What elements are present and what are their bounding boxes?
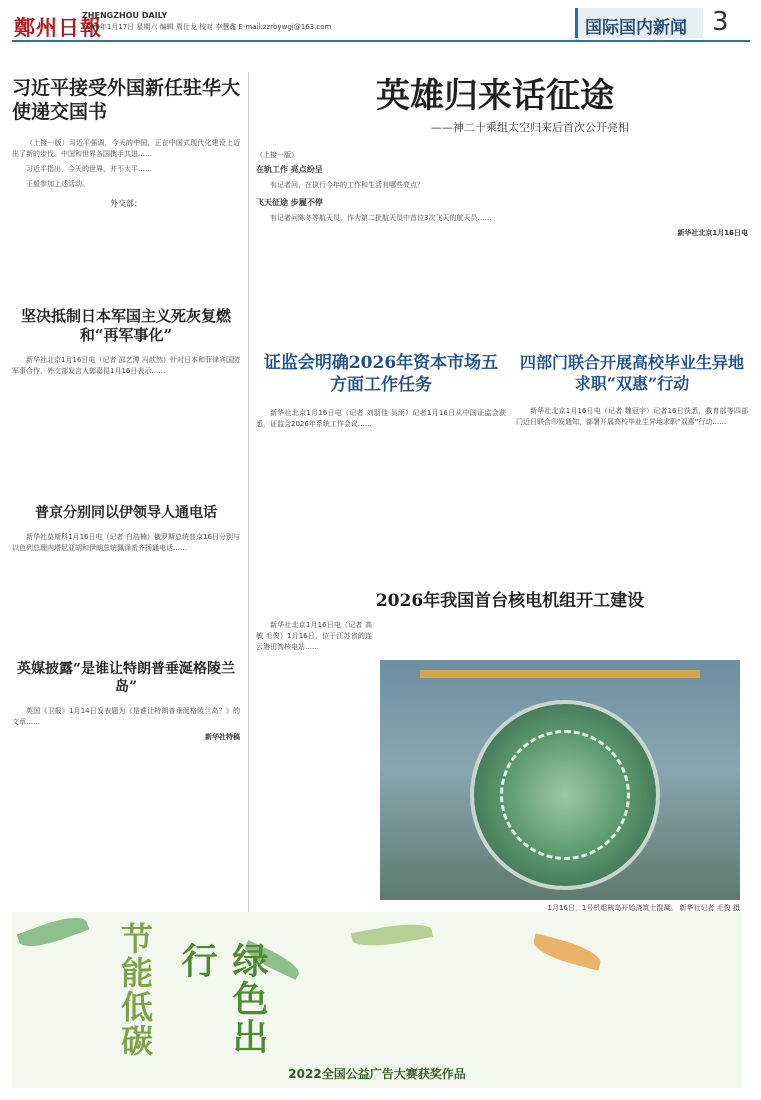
column-divider [248, 72, 249, 912]
main-lead: （上接一版） [256, 151, 298, 159]
headline-putin: 普京分别同以伊领导人通电话 [35, 505, 217, 521]
body-xi-2: 习近平指出，今天的世界，并不太平…… [26, 165, 152, 173]
headline-nuclear: 2026年我国首台核电机组开工建设 [375, 591, 645, 611]
body-csrc: 新华社北京1月16日电（记者 刘羽佳 吴雨）记者1月16日从中国证监会获悉，证监会2026年系统工作会议…… [256, 409, 506, 428]
body-xi: （上接一版）习近平强调，今天的中国，正在中国式现代化建设上迈出了新的步伐。中国和世界各国携手共进…… [12, 139, 240, 158]
headline-main: 英雄归来话征途 [376, 76, 614, 116]
reactor-caption: 1月16日，1号机组核岛开始浇筑土混凝。 新华社记者 毛俊 摄 [547, 904, 740, 912]
main-credit: 新华社北京1月16日电 [677, 229, 748, 237]
headline-greenland: 英媒披露“是谁让特朗普垂涎格陵兰岛” [16, 661, 236, 695]
article-xi [12, 76, 240, 210]
main-subhead-2: 飞天征途 步履不停 [256, 198, 323, 207]
main-body-2: 有记者问陈冬等航天员，作为第二批航天员中首位3次飞天的航天员…… [270, 214, 492, 222]
headline-japan: 坚决抵制日本军国主义死灰复燃和“再军事化” [20, 307, 231, 344]
ad-footer: 2022全国公益广告大赛获奖作品 [288, 1067, 466, 1081]
article-putin [12, 504, 240, 554]
subheadline-main: ——神二十乘组太空归来后首次公开亮相 [431, 121, 629, 134]
article-nuclear [256, 620, 372, 653]
crane-shape [420, 670, 700, 678]
ad-slogan-2: 绿色出行 [176, 942, 269, 1056]
article-jobs [516, 352, 748, 428]
body-japan: 新华社北京1月16日电（记者 邵艺博 冯歆然）针对日本和菲律宾国防军事合作，外交部发言人郭嘉昆1月16日表示…… [12, 356, 240, 375]
mfa-label: 外交部： [110, 199, 142, 208]
credit-greenland: 新华社特稿 [205, 733, 240, 741]
body-putin: 新华社莫斯科1月16日电（记者 白浩楠）俄罗斯总统普京16日分别与以色列总理内塔尼亚胡和伊朗总统佩泽希齐扬通电话…… [12, 533, 240, 552]
section-title: 国际国内新闻 [585, 18, 687, 38]
header-rule [12, 40, 750, 42]
dateline: 2026年1月17日 星期六 编辑 周仕龙 校对 李慧鑫 E-mail:zzrbywgj@163.com [82, 23, 332, 31]
article-main [256, 150, 748, 238]
reactor-ring-shape [500, 730, 630, 860]
body-greenland: 英国《卫报》1月14日发表题为《是谁让特朗普垂涎格陵兰岛？》的文章…… [12, 707, 240, 726]
page-header [0, 0, 761, 62]
body-xi-3: 王毅参加上述活动。 [26, 180, 89, 188]
headline-jobs: 四部门联合开展高校毕业生异地求职“双惠”行动 [519, 353, 744, 393]
ad-slogan-1: 节能低碳 [116, 922, 154, 1058]
page-number: 3 [712, 7, 729, 37]
main-subhead-1: 在轨工作 亮点纷呈 [256, 165, 323, 174]
article-csrc [256, 352, 506, 430]
body-jobs: 新华社北京1月16日电（记者 魏冠宇）记者16日获悉，教育部等四部门近日联合印发通知，部署开展高校毕业生异地求职“双惠”行动…… [516, 407, 748, 426]
article-greenland [12, 660, 240, 742]
reactor-photo [380, 660, 740, 900]
article-japan [12, 307, 240, 377]
headline-xi: 习近平接受外国新任驻华大使递交国书 [12, 77, 241, 123]
public-service-ad [12, 912, 742, 1088]
newspaper-logo-en: ZHENGZHOU DAILY [82, 11, 168, 20]
main-body-1: 有记者问，在执行今年的工作和生活有哪些亮点？ [270, 181, 424, 189]
body-nuclear: 新华社北京1月16日电（记者 高敏 毛俊）1月16日，位于江苏省的连云港田湾核电站…… [256, 621, 372, 651]
headline-csrc: 证监会明确2026年资本市场五方面工作任务 [263, 353, 499, 395]
newspaper-logo: 鄭州日報 [14, 15, 102, 40]
